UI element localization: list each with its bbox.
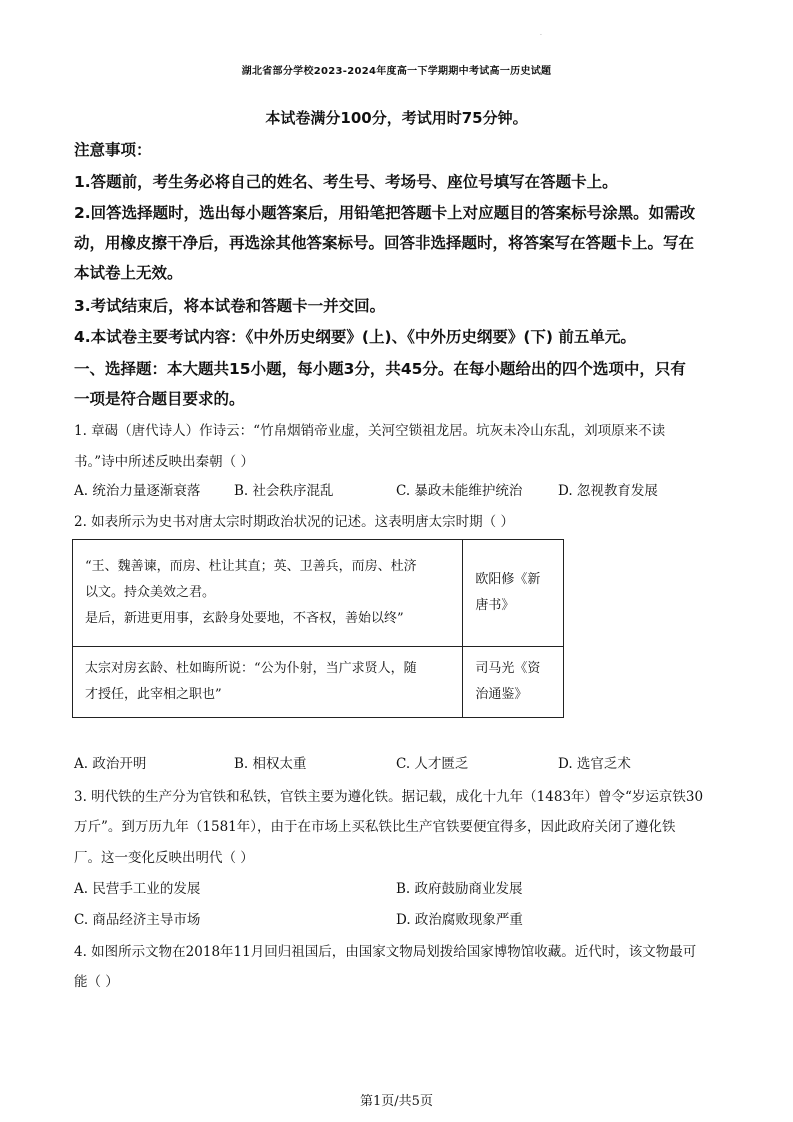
exam-title: 湖北省部分学校2023-2024年度高一下学期期中考试高一历史试题 [241,66,552,77]
q1-option-d: D. 忽视教育发展 [558,483,658,499]
quote-line: 是后，新进更用事，玄龄身处要地，不吝权，善始以终” [85,610,404,626]
note-line-5: 3.考试结束后，将本试卷和答题卡一并交回。 [74,297,386,315]
q2-option-d: D. 选官乏术 [558,756,631,772]
q4-stem-line-2: 能（ ） [74,974,119,990]
quote-line: “王、魏善谏，而房、杜让其直；英、卫善兵，而房、杜济 [85,558,417,574]
scan-dot: . [540,30,542,37]
quote-line: 才授任，此宰相之职也” [85,686,222,702]
source-cell [463,540,564,647]
quote-line: 以文。持众美效之君。 [85,584,216,600]
table-row [73,646,564,717]
q2-option-c: C. 人才匮乏 [396,756,469,772]
q1-option-c: C. 暴政未能维护统治 [396,483,523,499]
section-line-2: 一项是符合题目要求的。 [74,390,245,408]
q2-option-a: A. 政治开明 [74,756,147,772]
q3-option-d: D. 政治腐败现象严重 [396,912,523,928]
source-line: 唐书》 [475,597,515,613]
section-line-1: 一、选择题：本大题共15小题，每小题3分，共45分。在每小题给出的四个选项中，只有 [74,360,686,378]
q1-stem-line-1: 1. 章碣（唐代诗人）作诗云：“竹帛烟销帝业虚，关河空锁祖龙居。坑灰未冷山东乱，刘项原来不读 [74,423,666,439]
table-row [73,540,564,647]
note-line-1: 1.答题前，考生务必将自己的姓名、考生号、考场号、座位号填写在答题卡上。 [74,173,618,191]
q1-stem-line-2: 书。”诗中所述反映出秦朝（ ） [74,454,254,470]
source-cell [463,646,564,717]
notes-heading: 注意事项： [74,141,152,159]
q3-stem-line-2: 万斤”。到万历九年（1581年），由于在市场上买私铁比生产官铁要便宜得多，因此政府关闭了遵化铁 [74,819,676,835]
quote-line: 太宗对房玄龄、杜如晦所说：“公为仆射，当广求贤人，随 [85,660,417,676]
note-line-4: 本试卷上无效。 [74,264,183,282]
q1-option-a: A. 统治力量逐渐衰落 [74,483,201,499]
q2-option-b: B. 相权太重 [234,756,307,772]
q1-option-b: B. 社会秩序混乱 [234,483,334,499]
quote-cell [73,646,463,717]
quote-cell [73,540,463,647]
exam-subtitle: 本试卷满分100分，考试用时75分钟。 [265,109,528,127]
q2-stem: 2. 如表所示为史书对唐太宗时期政治状况的记述。这表明唐太宗时期（ ） [74,514,514,530]
note-line-3: 动，用橡皮擦干净后，再选涂其他答案标号。回答非选择题时，将答案写在答题卡上。写在 [74,234,695,252]
note-line-6: 4.本试卷主要考试内容：《中外历史纲要》(上)、《中外历史纲要》(下) 前五单元。 [74,328,636,346]
source-line: 司马光《资 [475,660,541,676]
page-number: 第1页/共5页 [360,1094,433,1109]
source-line: 治通鉴》 [475,686,528,702]
q3-option-a: A. 民营手工业的发展 [74,881,201,897]
q3-stem-line-1: 3. 明代铁的生产分为官铁和私铁，官铁主要为遵化铁。据记载，成化十九年（1483年）曾令“岁运京铁30 [74,789,704,805]
note-line-2: 2.回答选择题时，选出每小题答案后，用铅笔把答题卡上对应题目的答案标号涂黑。如需改 [74,204,696,222]
q3-option-b: B. 政府鼓励商业发展 [396,881,523,897]
q4-stem-line-1: 4. 如图所示文物在2018年11月回归祖国后，由国家文物局划拨给国家博物馆收藏。近代时，该文物最可 [74,944,697,960]
source-line: 欧阳修《新 [475,571,541,587]
q3-stem-line-3: 厂。这一变化反映出明代（ ） [74,850,254,866]
q3-option-c: C. 商品经济主导市场 [74,912,201,928]
q2-source-table [72,539,564,718]
